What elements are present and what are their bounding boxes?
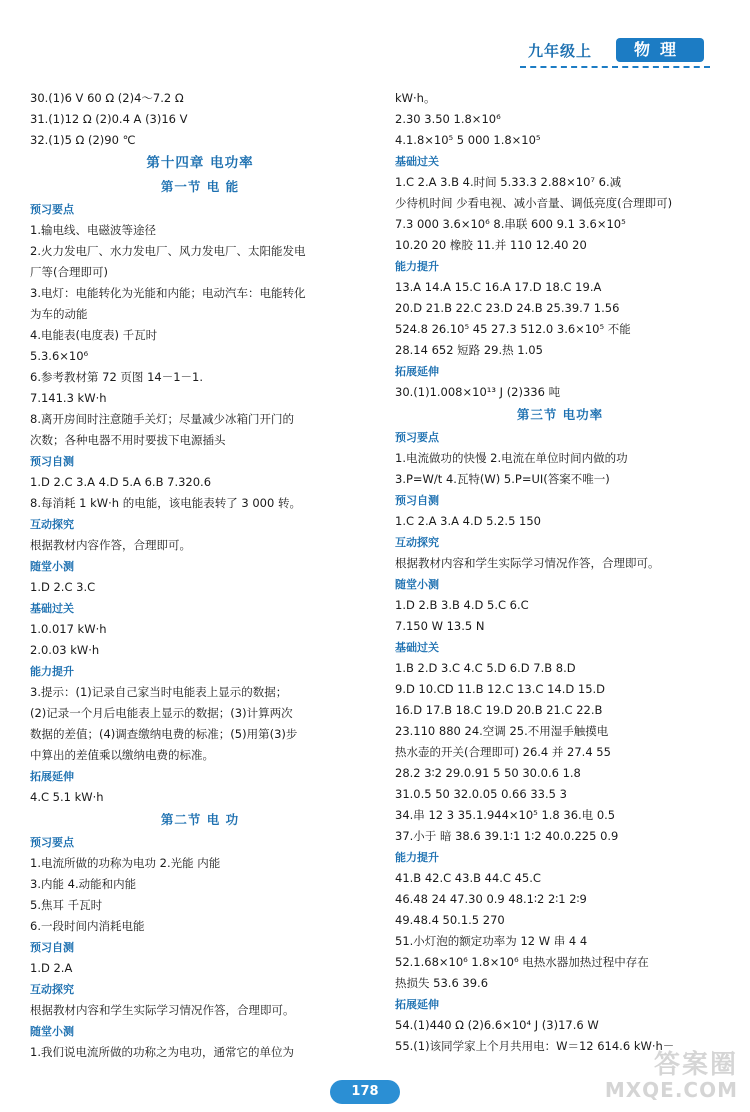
section-title: 第三节 电功率 xyxy=(516,407,604,422)
answer-line: 37.小于 暗 38.6 39.1∶1 1∶2 40.0.225 0.9 xyxy=(395,829,619,843)
section-heading: 拓展延伸 xyxy=(30,770,74,783)
answer-line: 30.(1)1.008×10¹³ J (2)336 吨 xyxy=(395,385,561,399)
section-heading: 能力提升 xyxy=(395,851,439,864)
section-heading: 预习自测 xyxy=(30,455,74,468)
answer-line: 3.提示：(1)记录自己家当时电能表上显示的数据； xyxy=(30,685,288,699)
answer-line: 9.D 10.CD 11.B 12.C 13.C 14.D 15.D xyxy=(395,682,606,696)
answer-line: 524.8 26.10⁵ 45 27.3 512.0 3.6×10⁵ 不能 xyxy=(395,322,631,336)
answer-line: 少待机时间 少看电视、减小音量、调低亮度(合理即可) xyxy=(395,196,673,210)
section-heading: 基础过关 xyxy=(395,641,439,654)
answer-line: 1.输电线、电磁波等途径 xyxy=(30,223,156,237)
answer-line: 3.电灯：电能转化为光能和内能；电动汽车：电能转化 xyxy=(30,286,306,300)
answer-line: 根据教材内容作答，合理即可。 xyxy=(30,538,191,552)
answer-line: (2)记录一个月后电能表上显示的数据；(3)计算两次 xyxy=(30,706,293,720)
answer-line: 1.电流做功的快慢 2.电流在单位时间内做的功 xyxy=(395,451,628,465)
answer-line: 31.0.5 50 32.0.05 0.66 33.5 3 xyxy=(395,787,567,801)
section-title: 第二节 电 功 xyxy=(160,812,240,827)
chapter-title: 第十四章 电功率 xyxy=(146,155,254,171)
answer-line: 51.小灯泡的额定功率为 12 W 串 4 4 xyxy=(395,934,588,948)
answer-line: 2.0.03 kW·h xyxy=(30,643,100,657)
answer-line: 中算出的差值乘以缴纳电费的标准。 xyxy=(30,748,214,762)
answer-line: 7.141.3 kW·h xyxy=(30,391,107,405)
answer-line: 7.150 W 13.5 N xyxy=(395,619,485,633)
answer-line: 28.2 3∶2 29.0.91 5 50 30.0.6 1.8 xyxy=(395,766,581,780)
section-heading: 能力提升 xyxy=(395,260,439,273)
answer-line: 1.D 2.A xyxy=(30,961,73,975)
section-heading: 预习要点 xyxy=(395,431,439,444)
answer-line: 4.C 5.1 kW·h xyxy=(30,790,104,804)
subject-badge: 物理 xyxy=(616,38,704,62)
answer-line: 为车的动能 xyxy=(30,307,88,321)
answer-line: 根据教材内容和学生实际学习情况作答，合理即可。 xyxy=(30,1003,295,1017)
section-heading: 互动探究 xyxy=(30,983,74,996)
section-heading: 随堂小测 xyxy=(30,560,74,573)
section-heading: 随堂小测 xyxy=(30,1025,74,1038)
answer-line: 8.离开房间时注意随手关灯；尽量减少冰箱门开门的 xyxy=(30,412,294,426)
answer-line: 1.0.017 kW·h xyxy=(30,622,107,636)
answer-line: kW·h。 xyxy=(395,91,436,105)
answer-line: 41.B 42.C 43.B 44.C 45.C xyxy=(395,871,541,885)
page-number: 178 xyxy=(330,1080,400,1104)
answer-line: 6.参考教材第 72 页图 14－1－1. xyxy=(30,370,203,384)
answer-line: 2.30 3.50 1.8×10⁶ xyxy=(395,112,501,126)
section-heading: 基础过关 xyxy=(30,602,74,615)
section-title: 第一节 电 能 xyxy=(160,179,240,194)
answer-line: 根据教材内容和学生实际学习情况作答，合理即可。 xyxy=(395,556,660,570)
header-divider xyxy=(520,66,710,68)
answer-line: 55.(1)该同学家上个月共用电：W＝12 614.6 kW·h－ xyxy=(395,1039,675,1053)
answer-line: 2.火力发电厂、水力发电厂、风力发电厂、太阳能发电 xyxy=(30,244,306,258)
section-heading: 互动探究 xyxy=(30,518,74,531)
answer-line: 32.(1)5 Ω (2)90 ℃ xyxy=(30,133,136,147)
answer-line: 7.3 000 3.6×10⁶ 8.串联 600 9.1 3.6×10⁵ xyxy=(395,217,626,231)
answer-line: 8.每消耗 1 kW·h 的电能，该电能表转了 3 000 转。 xyxy=(30,496,301,510)
section-heading: 预习自测 xyxy=(395,494,439,507)
answer-line: 49.48.4 50.1.5 270 xyxy=(395,913,505,927)
left-column xyxy=(30,88,370,1063)
answer-line: 20.D 21.B 22.C 23.D 24.B 25.39.7 1.56 xyxy=(395,301,620,315)
answer-line: 28.14 652 短路 29.热 1.05 xyxy=(395,343,543,357)
answer-line: 4.电能表(电度表) 千瓦时 xyxy=(30,328,158,342)
answer-line: 厂等(合理即可) xyxy=(30,265,108,279)
answer-line: 30.(1)6 V 60 Ω (2)4～7.2 Ω xyxy=(30,91,184,105)
answer-line: 1.我们说电流所做的功称之为电功，通常它的单位为 xyxy=(30,1045,294,1059)
answer-line: 31.(1)12 Ω (2)0.4 A (3)16 V xyxy=(30,112,188,126)
section-heading: 能力提升 xyxy=(30,665,74,678)
section-heading: 拓展延伸 xyxy=(395,365,439,378)
answer-line: 54.(1)440 Ω (2)6.6×10⁴ J (3)17.6 W xyxy=(395,1018,599,1032)
answer-line: 数据的差值；(4)调查缴纳电费的标准；(5)用第(3)步 xyxy=(30,727,298,741)
answer-line: 1.D 2.C 3.A 4.D 5.A 6.B 7.320.6 xyxy=(30,475,212,489)
right-column xyxy=(395,88,725,1057)
answer-line: 16.D 17.B 18.C 19.D 20.B 21.C 22.B xyxy=(395,703,603,717)
answer-line: 1.D 2.C 3.C xyxy=(30,580,96,594)
answer-line: 5.焦耳 千瓦时 xyxy=(30,898,103,912)
answer-line: 1.D 2.B 3.B 4.D 5.C 6.C xyxy=(395,598,529,612)
section-heading: 随堂小测 xyxy=(395,578,439,591)
section-heading: 预习要点 xyxy=(30,836,74,849)
section-heading: 互动探究 xyxy=(395,536,439,549)
section-heading: 预习要点 xyxy=(30,203,74,216)
answer-line: 13.A 14.A 15.C 16.A 17.D 18.C 19.A xyxy=(395,280,602,294)
answer-line: 23.110 880 24.空调 25.不用湿手触摸电 xyxy=(395,724,609,738)
answer-line: 1.B 2.D 3.C 4.C 5.D 6.D 7.B 8.D xyxy=(395,661,576,675)
answer-line: 10.20 20 橡胶 11.并 110 12.40 20 xyxy=(395,238,587,252)
section-heading: 基础过关 xyxy=(395,155,439,168)
section-heading: 预习自测 xyxy=(30,941,74,954)
page-header xyxy=(520,38,710,68)
answer-line: 52.1.68×10⁶ 1.8×10⁶ 电热水器加热过程中存在 xyxy=(395,955,649,969)
answer-line: 5.3.6×10⁶ xyxy=(30,349,89,363)
grade-label: 九年级上 xyxy=(528,42,593,60)
answer-line: 4.1.8×10⁵ 5 000 1.8×10⁵ xyxy=(395,133,541,147)
answer-line: 次数；各种电器不用时要拔下电源插头 xyxy=(30,433,226,447)
answer-line: 3.内能 4.动能和内能 xyxy=(30,877,137,891)
answer-line: 34.串 12 3 35.1.944×10⁵ 1.8 36.电 0.5 xyxy=(395,808,616,822)
formula-line: 3.P=W/t 4.瓦特(W) 5.P=UI(答案不唯一) xyxy=(395,472,610,486)
answer-line: 1.C 2.A 3.A 4.D 5.2.5 150 xyxy=(395,514,541,528)
answer-line: 热水壶的开关(合理即可) 26.4 并 27.4 55 xyxy=(395,745,611,759)
watermark-logo: 答案圈 MXQE.COM xyxy=(604,1050,738,1102)
answer-line: 1.电流所做的功称为电功 2.光能 内能 xyxy=(30,856,221,870)
answer-line: 热损失 53.6 39.6 xyxy=(395,976,489,990)
answer-line: 46.48 24 47.30 0.9 48.1∶2 2∶1 2∶9 xyxy=(395,892,587,906)
answer-line: 6.一段时间内消耗电能 xyxy=(30,919,145,933)
answer-line: 1.C 2.A 3.B 4.时间 5.33.3 2.88×10⁷ 6.减 xyxy=(395,175,622,189)
section-heading: 拓展延伸 xyxy=(395,998,439,1011)
